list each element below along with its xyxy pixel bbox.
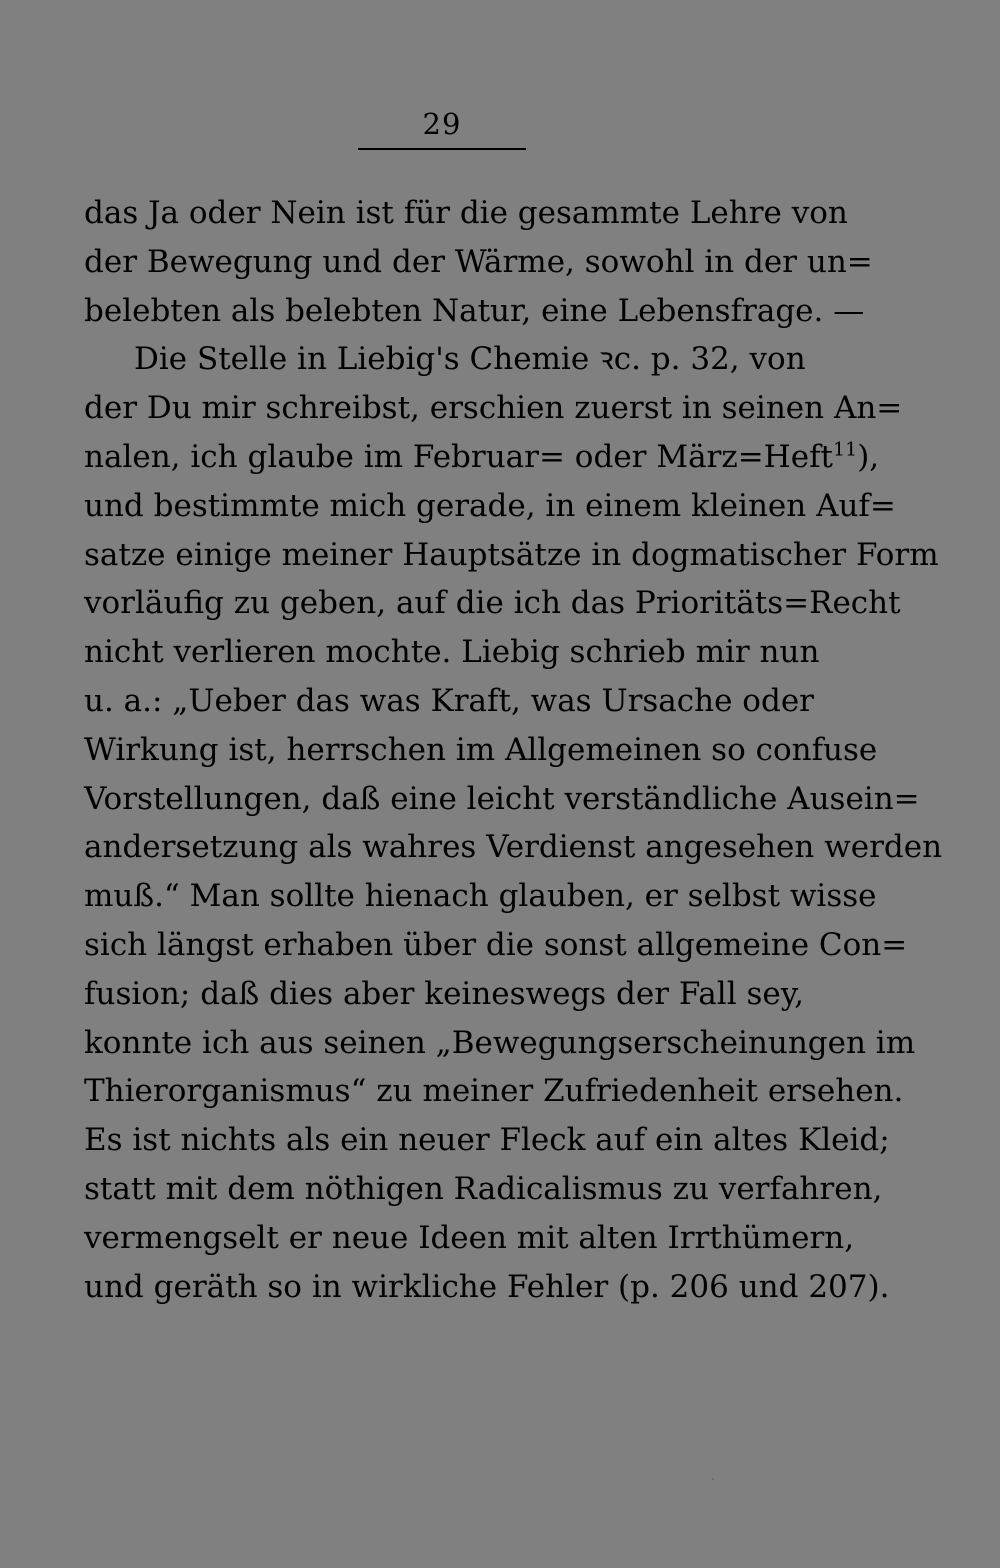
paper-speck bbox=[712, 1478, 714, 1480]
header-rule bbox=[358, 148, 526, 150]
text-line: der Du mir schreibst, erschien zuerst in seinen An= bbox=[84, 390, 903, 427]
text-line: Thierorganismus“ zu meiner Zufriedenheit ersehen. bbox=[84, 1073, 904, 1110]
page-number: 29 bbox=[422, 107, 462, 141]
text-line: konnte ich aus seinen „Bewegungserscheinungen im bbox=[84, 1024, 916, 1061]
text-line: u. a.: „Ueber das was Kraft, was Ursache oder bbox=[84, 682, 814, 719]
text-line: fusion; daß dies aber keineswegs der Fall sey, bbox=[84, 975, 804, 1012]
body-text bbox=[84, 189, 943, 1311]
text-line: Vorstellungen, daß eine leicht verständliche Ausein= bbox=[84, 780, 920, 817]
text-line-paragraph-end: und geräth so in wirkliche Fehler (p. 206 und 207). bbox=[84, 1268, 890, 1305]
text-line: muß.“ Man sollte hienach glauben, er selbst wisse bbox=[84, 878, 877, 915]
footnote-reference: 11 bbox=[833, 438, 858, 461]
text-line: satze einige meiner Hauptsätze in dogmatischer Form bbox=[84, 536, 939, 573]
text-line: Wirkung ist, herrschen im Allgemeinen so confuse bbox=[84, 731, 878, 768]
text-line: das Ja oder Nein ist für die gesammte Lehre von bbox=[84, 195, 848, 231]
text-line: und bestimmte mich gerade, in einem kleinen Auf= bbox=[84, 487, 896, 524]
text-line: der Bewegung und der Wärme, sowohl in der un= bbox=[84, 243, 873, 280]
text-line-with-footnote bbox=[84, 433, 880, 482]
footnote-suffix: ), bbox=[857, 438, 880, 475]
text-line: vorläufig zu geben, auf die ich das Prioritäts=Recht bbox=[84, 585, 901, 622]
text-line: sich längst erhaben über die sonst allgemeine Con= bbox=[84, 926, 908, 963]
text-line: belebten als belebten Natur, eine Lebensfrage. — bbox=[84, 292, 865, 329]
text-line: Es ist nichts als ein neuer Fleck auf ein altes Kleid; bbox=[84, 1122, 890, 1159]
text-line: andersetzung als wahres Verdienst angesehen werden bbox=[84, 829, 943, 866]
text-line: vermengselt er neue Ideen mit alten Irrthümern, bbox=[84, 1219, 855, 1256]
text-line-content: nalen, ich glaube im Februar= oder März=Heft bbox=[84, 438, 833, 475]
text-line: nicht verlieren mochte. Liebig schrieb mir nun bbox=[84, 634, 820, 671]
text-line-paragraph-start: Die Stelle in Liebig's Chemie ꝛc. p. 32, von bbox=[134, 341, 806, 378]
text-line: statt mit dem nöthigen Radicalismus zu verfahren, bbox=[84, 1170, 883, 1207]
